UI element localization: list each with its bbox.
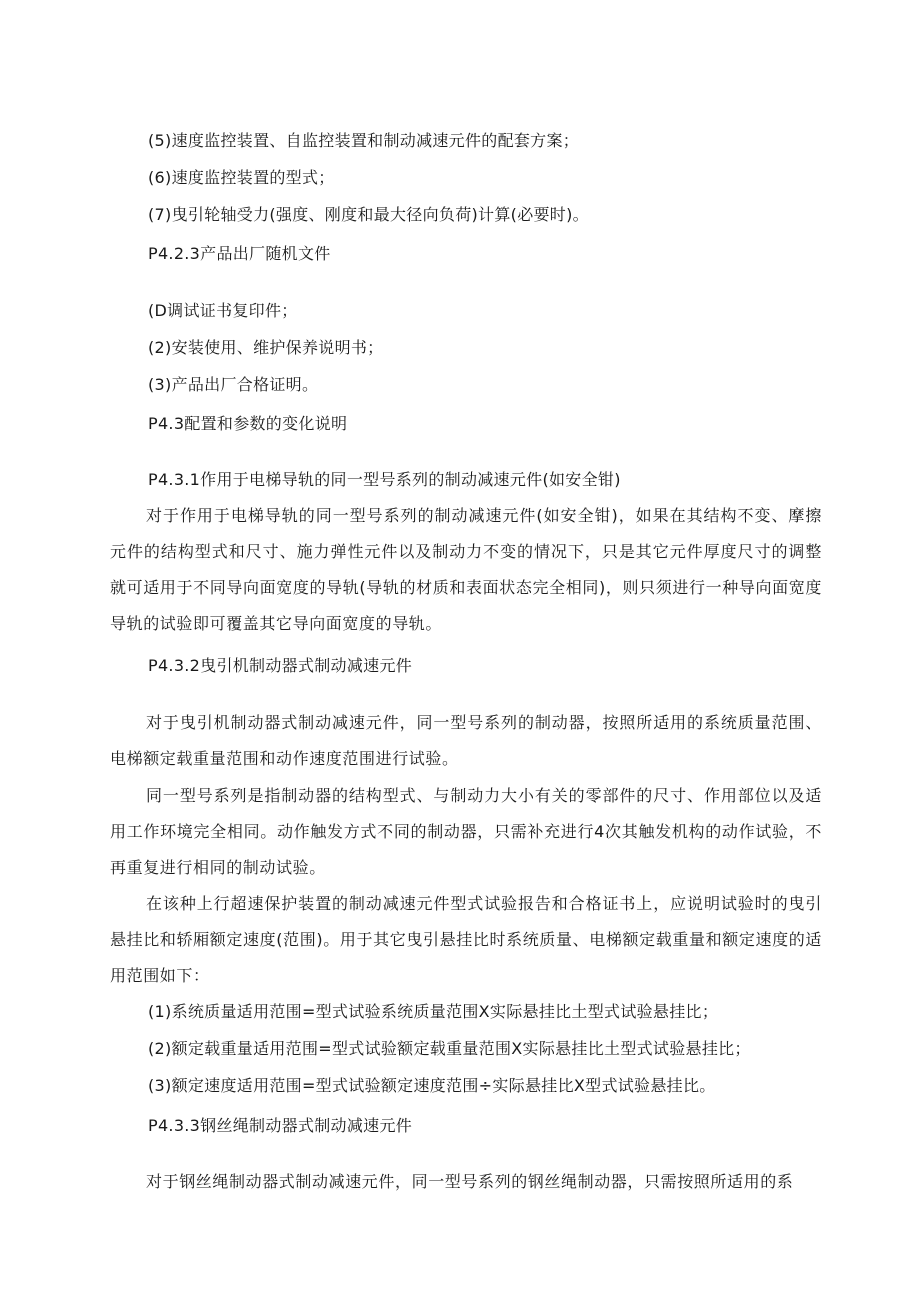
list-item: (3)产品出厂合格证明。 [148, 375, 319, 394]
body-paragraph: 对于曳引机制动器式制动减速元件，同一型号系列的制动器，按照所适用的系统质量范围、电梯额定载重量范围和动作速度范围进行试验。 [110, 713, 822, 768]
list-item: (1)系统质量适用范围=型式试验系统质量范围X实际悬挂比土型式试验悬挂比； [148, 1002, 719, 1021]
list-item: (2)额定载重量适用范围=型式试验额定载重量范围X实际悬挂比土型式试验悬挂比； [148, 1039, 751, 1058]
section-heading: P4.2.3产品出厂随机文件 [148, 244, 331, 263]
list-item: (5)速度监控装置、自监控装置和制动减速元件的配套方案； [148, 131, 580, 150]
section-heading: P4.3.1作用于电梯导轨的同一型号系列的制动减速元件(如安全钳) [148, 470, 621, 489]
body-paragraph: 同一型号系列是指制动器的结构型式、与制动力大小有关的零部件的尺寸、作用部位以及适用工作环境完全相同。动作触发方式不同的制动器，只需补充进行4次其触发机构的动作试验，不再重复进行相同的制动试验。 [110, 786, 822, 877]
list-item: (7)曳引轮轴受力(强度、刚度和最大径向负荷)计算(必要时)。 [148, 205, 589, 224]
body-paragraph: 在该种上行超速保护装置的制动减速元件型式试验报告和合格证书上，应说明试验时的曳引悬挂比和轿厢额定速度(范围)。用于其它曳引悬挂比时系统质量、电梯额定载重量和额定速度的适用范围如下： [110, 894, 822, 985]
section-heading: P4.3.3钢丝绳制动器式制动减速元件 [148, 1116, 413, 1135]
list-item: (3)额定速度适用范围=型式试验额定速度范围÷实际悬挂比X型式试验悬挂比。 [148, 1076, 716, 1095]
list-item: (2)安装使用、维护保养说明书； [148, 338, 384, 357]
list-item: (D调试证书复印件； [148, 301, 298, 320]
section-heading: P4.3配置和参数的变化说明 [148, 414, 348, 433]
body-paragraph: 对于作用于电梯导轨的同一型号系列的制动减速元件(如安全钳)，如果在其结构不变、摩擦元件的结构型式和尺寸、施力弹性元件以及制动力不变的情况下，只是其它元件厚度尺寸的调整就可适用于不同导向面宽度的导轨(导轨的材质和表面状态完全相同)，则只须进行一种导向面宽度导轨的试验即可覆盖其它导向面宽度的导轨。 [110, 506, 822, 633]
body-paragraph: 对于钢丝绳制动器式制动减速元件，同一型号系列的钢丝绳制动器，只需按照所适用的系 [146, 1172, 794, 1191]
list-item: (6)速度监控装置的型式； [148, 168, 335, 187]
section-heading: P4.3.2曳引机制动器式制动减速元件 [148, 656, 413, 675]
